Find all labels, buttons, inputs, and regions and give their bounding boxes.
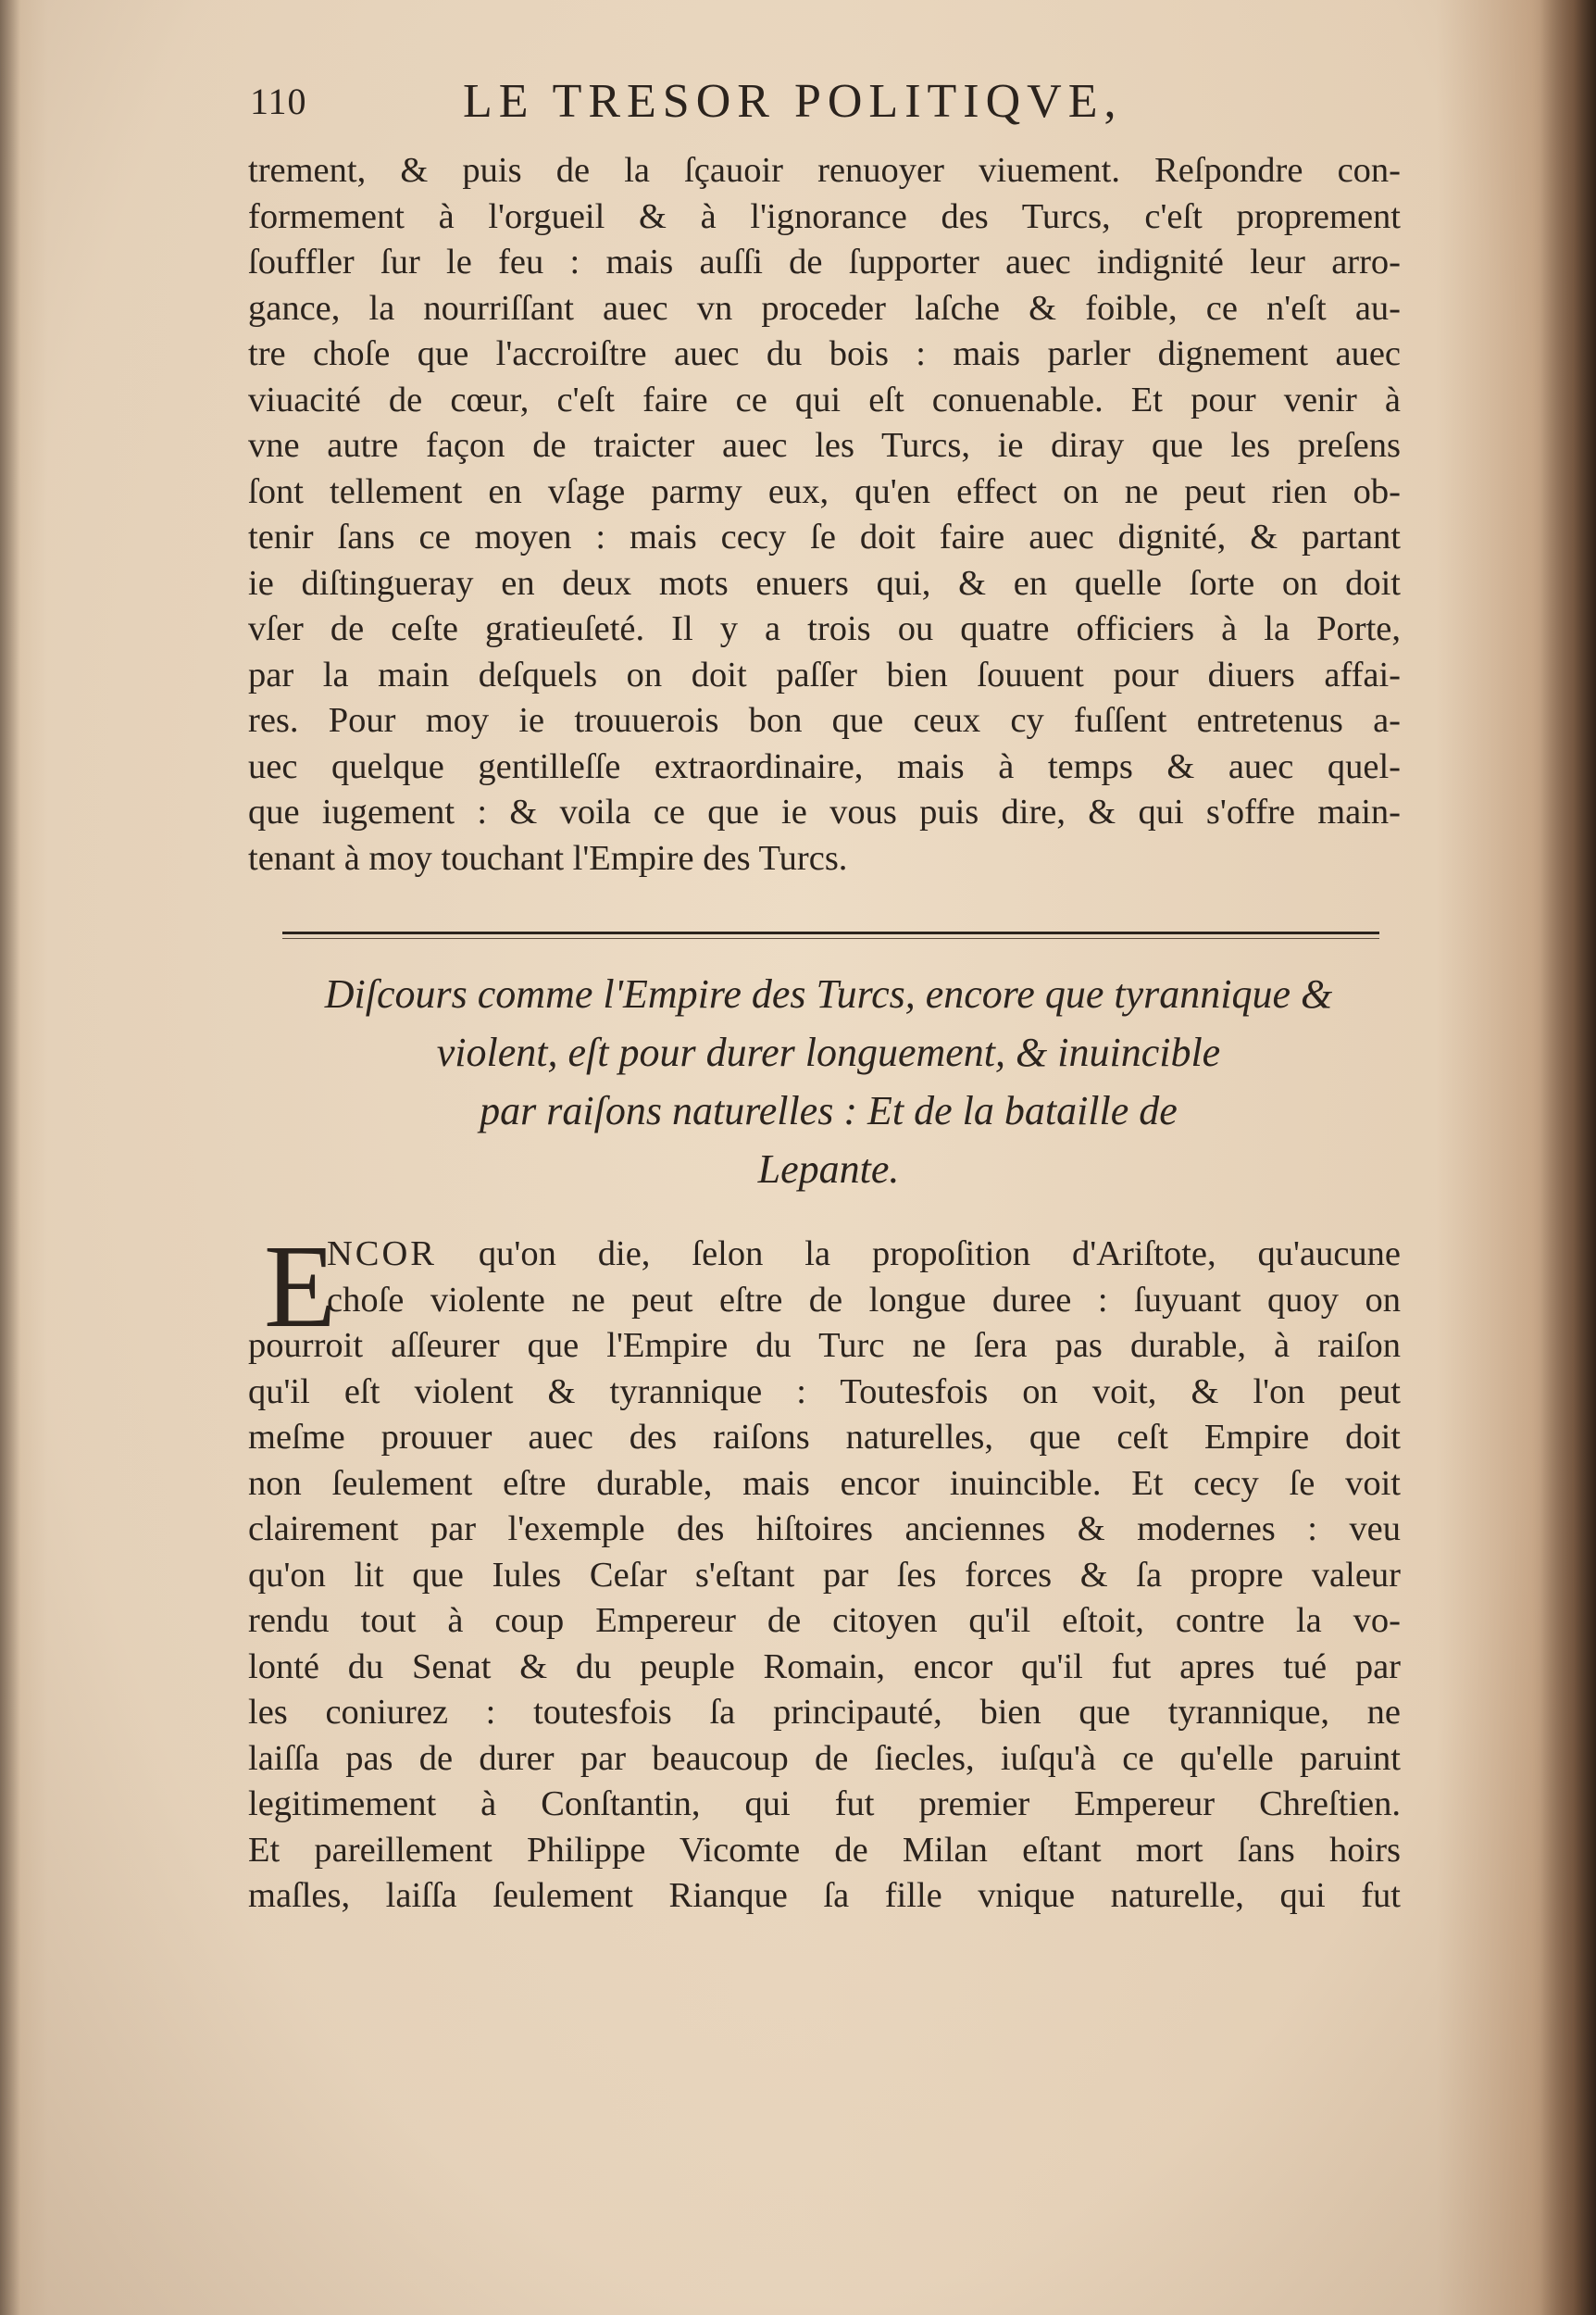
text-line: vſer de ceſte gratieuſeté. Il y a trois ou quatre officiers à la Porte,: [248, 609, 1401, 648]
section-divider-rule-thin: [282, 938, 1379, 939]
paragraph-continued: [248, 148, 1401, 882]
text-line: qu'on lit que Iules Ceſar s'eſtant par ſes forces & ſa propre valeur: [248, 1555, 1401, 1595]
text-line: par la main deſquels on doit paſſer bien ſouuent pour diuers affai-: [248, 655, 1401, 694]
heading-line: violent, eſt pour durer longuement, & inuincible: [436, 1030, 1221, 1075]
text-line: les coniurez : toutesfois ſa principauté, bien que tyrannique, ne: [248, 1693, 1401, 1732]
page-number: 110: [250, 81, 307, 122]
text-line: clairement par l'exemple des hiſtoires anciennes & modernes : veu: [248, 1509, 1401, 1548]
text-line: qu'il eſt violent & tyrannique : Toutesfois on voit, & l'on peut: [248, 1371, 1401, 1411]
text-line: viuacité de cœur, c'eſt faire ce qui eſt conuenable. Et pour venir à: [248, 380, 1401, 419]
text-line: tenir ſans ce moyen : mais cecy ſe doit faire auec dignité, & partant: [248, 518, 1401, 557]
text-line: trement, & puis de la ſçauoir renuoyer viuement. Reſpondre con-: [248, 151, 1401, 190]
text-line: rendu tout à coup Empereur de citoyen qu'il eſtoit, contre la vo-: [248, 1601, 1401, 1640]
text-line: tre choſe que l'accroiſtre auec du bois : mais parler dignement auec: [248, 334, 1401, 373]
text-line: meſme prouuer auec des raiſons naturelles, que ceſt Empire doit: [248, 1418, 1401, 1457]
section-heading: [259, 965, 1398, 1198]
heading-line: par raiſons naturelles : Et de la bataille de: [480, 1088, 1178, 1133]
text-line: ie diſtingueray en deux mots enuers qui, & en quelle ſorte on doit: [248, 563, 1401, 603]
text-line: maſles, laiſſa ſeulement Rianque ſa fille vnique naturelle, qui fut: [248, 1876, 1401, 1915]
text-line-rest: qu'on die, ſelon la propoſition d'Ariſtote, qu'aucune: [436, 1234, 1401, 1273]
text-line: choſe violente ne peut eſtre de longue duree : ſuyuant quoy on: [327, 1280, 1401, 1320]
text-line: vne autre façon de traicter auec les Turcs, ie diray que les preſens: [248, 426, 1401, 465]
text-line: ſont tellement en vſage parmy eux, qu'en effect on ne peut rien ob-: [248, 471, 1401, 511]
section-divider-rule: [282, 932, 1379, 934]
text-line: gance, la nourriſſant auec vn proceder laſche & foible, ce n'eſt au-: [248, 288, 1401, 328]
text-line: legitimement à Conſtantin, qui fut premier Empereur Chreſtien.: [248, 1784, 1401, 1823]
drop-cap: E: [264, 1220, 337, 1352]
running-title: LE TRESOR POLITIQVE,: [463, 75, 1123, 128]
text-line-first: [248, 1232, 1401, 1278]
text-line: uec quelque gentilleſſe extraordinaire, mais à temps & auec quel-: [248, 746, 1401, 786]
text-line: res. Pour moy ie trouuerois bon que ceux cy fuſſent entretenus a-: [248, 701, 1401, 740]
text-line: ſouffler ſur le feu : mais auſſi de ſupporter auec indignité leur arro-: [248, 243, 1401, 282]
heading-line: Diſcours comme l'Empire des Turcs, encore que tyrannique &: [324, 971, 1333, 1017]
text-line: pourroit aſſeurer que l'Empire du Turc ne ſera pas durable, à raiſon: [248, 1326, 1401, 1365]
small-caps-word: NCOR: [327, 1234, 437, 1273]
page-header: [250, 75, 1389, 144]
paragraph-discourse: [248, 1220, 1401, 1920]
page-gutter-shadow: [1540, 0, 1596, 2315]
text-line: que iugement : & voila ce que ie vous puis dire, & qui s'offre main-: [248, 793, 1401, 832]
text-line: Et pareillement Philippe Vicomte de Milan eſtant mort ſans hoirs: [248, 1830, 1401, 1870]
text-line: tenant à moy touchant l'Empire des Turcs.: [248, 838, 848, 878]
page-left-edge: [0, 0, 20, 2315]
text-line: lonté du Senat & du peuple Romain, encor qu'il fut apres tué par: [248, 1646, 1401, 1686]
text-line: non ſeulement eſtre durable, mais encor inuincible. Et cecy ſe voit: [248, 1463, 1401, 1503]
heading-line: Lepante.: [757, 1146, 900, 1192]
text-line: formement à l'orgueil & à l'ignorance des Turcs, c'eſt proprement: [248, 196, 1401, 236]
text-line: laiſſa pas de durer par beaucoup de ſiecles, iuſqu'à ce qu'elle paruint: [248, 1738, 1401, 1778]
